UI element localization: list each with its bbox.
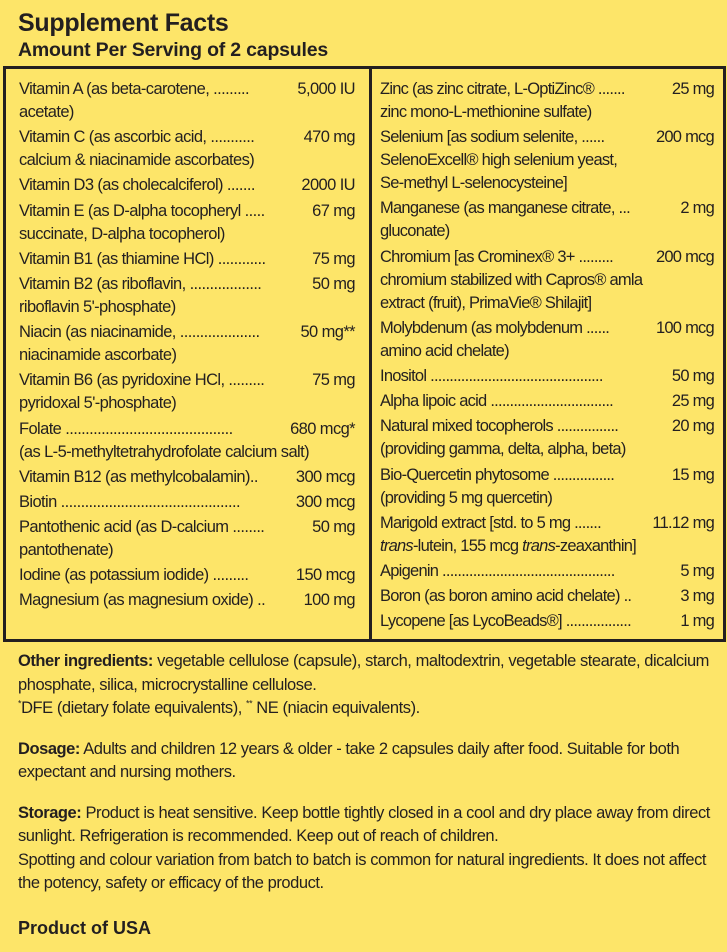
nutrient-entry xyxy=(380,560,714,583)
nutrient-entry xyxy=(380,512,714,558)
nutrient-name: extract (fruit), PrimaVie® Shilajit] xyxy=(380,293,592,312)
storage-label: Storage: xyxy=(18,803,82,822)
nutrient-amount: 50 mg xyxy=(312,274,355,293)
left-column xyxy=(19,78,355,615)
nutrient-line xyxy=(380,78,714,101)
nutrient-entry xyxy=(380,585,714,608)
nutrient-line xyxy=(380,560,714,583)
nutrient-name: Lycopene [as LycoBeads®] ................. xyxy=(380,612,631,631)
nutrient-entry xyxy=(380,197,714,243)
nutrient-name: Chromium [as Crominex® 3+ ......... xyxy=(380,247,614,266)
nutrient-name: (as L-5-methyltetrahydrofolate calcium salt) xyxy=(19,442,309,461)
nutrient-entry xyxy=(19,321,355,367)
nutrient-name: Inositol ............................................. xyxy=(380,366,603,385)
nutrient-table xyxy=(3,66,726,642)
nutrient-name: Iodine (as potassium iodide) ......... xyxy=(19,566,249,585)
nutrient-line xyxy=(380,149,714,172)
nutrient-amount: 15 mg xyxy=(671,465,714,484)
nutrient-line xyxy=(380,487,714,510)
nutrient-entry xyxy=(19,418,355,464)
nutrient-line xyxy=(19,174,355,197)
right-column xyxy=(380,78,714,635)
nutrient-name: Vitamin B2 (as riboflavin, .................. xyxy=(19,274,262,293)
nutrient-amount: 25 mg xyxy=(671,392,714,411)
nutrient-name: Boron (as boron amino acid chelate) .. xyxy=(380,587,632,606)
nutrient-line xyxy=(19,248,355,271)
nutrient-line xyxy=(19,369,355,392)
nutrient-line xyxy=(380,292,714,315)
nutrient-amount: 11.12 mg xyxy=(652,513,714,532)
storage-note: Spotting and colour variation from batch to batch is common for natural ingredients. It does not affect the potency, safety or efficacy of the product. xyxy=(18,850,707,892)
nutrient-name: zinc mono-L-methionine sulfate) xyxy=(380,103,592,121)
nutrient-line xyxy=(19,589,355,612)
nutrient-line xyxy=(19,441,355,464)
nutrient-entry xyxy=(19,78,355,124)
nutrient-name: Vitamin B1 (as thiamine HCl) ............ xyxy=(19,249,266,268)
nutrient-amount: 300 mcg xyxy=(295,467,355,486)
nutrient-name: Vitamin B12 (as methylcobalamin).. xyxy=(19,467,258,486)
nutrient-amount: 50 mg xyxy=(671,366,714,385)
nutrient-line xyxy=(19,564,355,587)
nutrient-amount: 3 mg xyxy=(680,587,714,606)
nutrient-entry xyxy=(19,174,355,197)
nutrient-amount: 67 mg xyxy=(312,201,355,220)
nutrient-line xyxy=(380,464,714,487)
nutrient-entry xyxy=(380,610,714,633)
nutrient-line xyxy=(380,340,714,363)
nutrient-amount: 20 mg xyxy=(671,417,714,436)
nutrient-name: Vitamin A (as beta-carotene, ......... xyxy=(19,80,250,98)
nutrient-line xyxy=(19,516,355,539)
nutrient-name: gluconate) xyxy=(380,222,450,241)
nutrient-entry xyxy=(19,248,355,271)
dosage-label: Dosage: xyxy=(18,739,80,758)
nutrient-amount: 100 mcg xyxy=(655,318,714,337)
nutrient-line xyxy=(19,344,355,367)
nutrient-name: Natural mixed tocopherols ................ xyxy=(380,417,619,436)
nutrient-line xyxy=(380,246,714,269)
nutrient-amount: 2 mg xyxy=(680,199,714,218)
nutrient-line xyxy=(19,78,355,101)
nutrient-name: Vitamin B6 (as pyridoxine HCl, ......... xyxy=(19,371,265,390)
nutrient-line xyxy=(380,535,714,558)
nutrient-name: Vitamin C (as ascorbic acid, ........... xyxy=(19,128,255,147)
nutrient-amount: 25 mg xyxy=(671,80,714,98)
nutrient-entry xyxy=(380,246,714,315)
nutrient-name: Manganese (as manganese citrate, ... xyxy=(380,199,630,218)
nutrient-amount: 100 mg xyxy=(303,591,355,610)
nutrient-name: Apigenin ............................................. xyxy=(380,561,615,580)
nutrient-line xyxy=(380,365,714,388)
nutrient-name: Selenium [as sodium selenite, ...... xyxy=(380,128,605,147)
nutrient-name: calcium & niacinamide ascorbates) xyxy=(19,151,255,170)
nutrient-line xyxy=(19,491,355,514)
nutrient-amount: 200 mcg xyxy=(655,128,714,147)
nutrient-name: Niacin (as niacinamide, .................... xyxy=(19,323,260,342)
nutrient-name: Magnesium (as magnesium oxide) .. xyxy=(19,591,266,610)
nutrient-entry xyxy=(19,589,355,612)
nutrient-name: Alpha lipoic acid ................................ xyxy=(380,392,614,411)
nutrient-entry xyxy=(380,126,714,195)
page-title: Supplement Facts xyxy=(18,9,229,37)
footnote-mark: * xyxy=(18,698,22,709)
nutrient-name: Vitamin D3 (as cholecalciferol) ....... xyxy=(19,176,255,195)
nutrient-line xyxy=(380,415,714,438)
nutrient-amount: 75 mg xyxy=(312,371,355,390)
nutrient-name: Se-methyl L-selenocysteine] xyxy=(380,174,568,193)
nutrient-name: pyridoxal 5'-phosphate) xyxy=(19,394,177,413)
nutrient-line xyxy=(380,197,714,220)
nutrient-entry xyxy=(380,365,714,388)
nutrient-name: Folate .......................................... xyxy=(19,419,233,438)
nutrient-name: Pantothenic acid (as D-calcium ........ xyxy=(19,518,265,537)
footnote-mark: ** xyxy=(246,698,253,709)
nutrient-line xyxy=(380,317,714,340)
nutrient-line xyxy=(19,149,355,172)
nutrient-entry xyxy=(19,491,355,514)
nutrient-entry xyxy=(19,564,355,587)
nutrient-entry xyxy=(380,415,714,461)
nutrient-line xyxy=(19,418,355,441)
nutrient-name: Molybdenum (as molybdenum ...... xyxy=(380,318,610,337)
nutrient-amount: 200 mcg xyxy=(655,247,714,266)
nutrient-name: Marigold extract [std. to 5 mg ....... xyxy=(380,513,601,532)
other-ingredients-label: Other ingredients: xyxy=(18,652,153,670)
nutrient-entry xyxy=(19,200,355,246)
nutrient-line xyxy=(19,126,355,149)
nutrient-entry xyxy=(380,78,714,124)
nutrient-name: SelenoExcell® high selenium yeast, xyxy=(380,151,618,170)
nutrient-line xyxy=(380,101,714,124)
nutrient-amount: 2000 IU xyxy=(301,176,355,195)
nutrient-entry xyxy=(380,390,714,413)
nutrient-name: riboflavin 5'-phosphate) xyxy=(19,297,176,316)
nutrient-amount: 5,000 IU xyxy=(297,80,355,98)
nutrient-line xyxy=(19,200,355,223)
nutrient-name: amino acid chelate) xyxy=(380,341,509,360)
nutrient-amount: 1 mg xyxy=(680,612,714,631)
dosage-text: Adults and children 12 years & older - take 2 capsules daily after food. Suitable for both expectant and nursing mothers. xyxy=(18,739,680,781)
nutrient-line xyxy=(19,223,355,246)
nutrient-entry xyxy=(19,516,355,562)
nutrient-line xyxy=(19,392,355,415)
nutrient-line xyxy=(380,585,714,608)
nutrient-line xyxy=(380,126,714,149)
nutrient-line xyxy=(380,220,714,243)
nutrient-line xyxy=(380,390,714,413)
nutrient-name: (providing gamma, delta, alpha, beta) xyxy=(380,440,626,459)
nutrient-entry xyxy=(19,466,355,489)
nutrient-name: pantothenate) xyxy=(19,541,114,560)
nutrient-name: niacinamide ascorbate) xyxy=(19,346,177,365)
other-ingredients xyxy=(18,650,718,721)
nutrient-amount: 5 mg xyxy=(680,561,714,580)
nutrient-amount: 50 mg xyxy=(312,518,355,537)
nutrient-entry xyxy=(380,464,714,510)
nutrient-name: (providing 5 mg quercetin) xyxy=(380,488,553,507)
nutrient-line xyxy=(19,296,355,319)
nutrient-line xyxy=(380,269,714,292)
dosage xyxy=(18,738,718,785)
nutrient-line xyxy=(19,273,355,296)
nutrient-line xyxy=(380,438,714,461)
other-ingredients-text: vegetable cellulose (capsule), starch, maltodextrin, vegetable stearate, dicalcium phosphate, silica, microcrystalline cellulose. xyxy=(18,652,709,694)
nutrient-entry xyxy=(19,126,355,172)
nutrient-name: acetate) xyxy=(19,103,74,121)
nutrient-amount: 150 mcg xyxy=(295,566,355,585)
label-header xyxy=(18,8,328,62)
serving-size: Amount Per Serving of 2 capsules xyxy=(18,39,329,61)
nutrient-entry xyxy=(19,369,355,415)
nutrient-line xyxy=(380,512,714,535)
nutrient-name: trans-lutein, 155 mcg trans-zeaxanthin] xyxy=(380,536,636,555)
nutrient-name: Zinc (as zinc citrate, L-OptiZinc® ....... xyxy=(380,80,625,98)
nutrient-line xyxy=(19,101,355,124)
footnote-ne: NE (niacin equivalents). xyxy=(256,699,420,717)
nutrient-amount: 470 mg xyxy=(303,128,355,147)
nutrient-name: Vitamin E (as D-alpha tocopheryl ..... xyxy=(19,201,265,220)
nutrient-line xyxy=(19,466,355,489)
nutrient-name: Bio-Quercetin phytosome ................ xyxy=(380,465,615,484)
nutrient-amount: 680 mcg* xyxy=(290,419,355,438)
nutrient-amount: 75 mg xyxy=(312,249,355,268)
nutrient-line xyxy=(380,610,714,633)
nutrient-entry xyxy=(380,317,714,363)
storage xyxy=(18,802,718,896)
nutrient-name: chromium stabilized with Capros® amla xyxy=(380,270,643,289)
storage-text: Product is heat sensitive. Keep bottle tightly closed in a cool and dry place away from direct sunlight. Refrigeration is recommended. Keep out of reach of children. xyxy=(18,803,710,845)
nutrient-name: Biotin ............................................. xyxy=(19,492,240,511)
nutrient-line xyxy=(380,172,714,195)
column-divider xyxy=(369,69,372,639)
nutrient-entry xyxy=(19,273,355,319)
nutrient-amount: 300 mcg xyxy=(295,492,355,511)
nutrient-name: succinate, D-alpha tocopherol) xyxy=(19,224,225,243)
nutrient-amount: 50 mg** xyxy=(300,323,355,342)
nutrient-line xyxy=(19,321,355,344)
nutrient-line xyxy=(19,539,355,562)
label-notes xyxy=(18,650,718,913)
footnote-dfe: DFE (dietary folate equivalents), xyxy=(21,699,247,717)
product-origin: Product of USA xyxy=(18,918,151,938)
